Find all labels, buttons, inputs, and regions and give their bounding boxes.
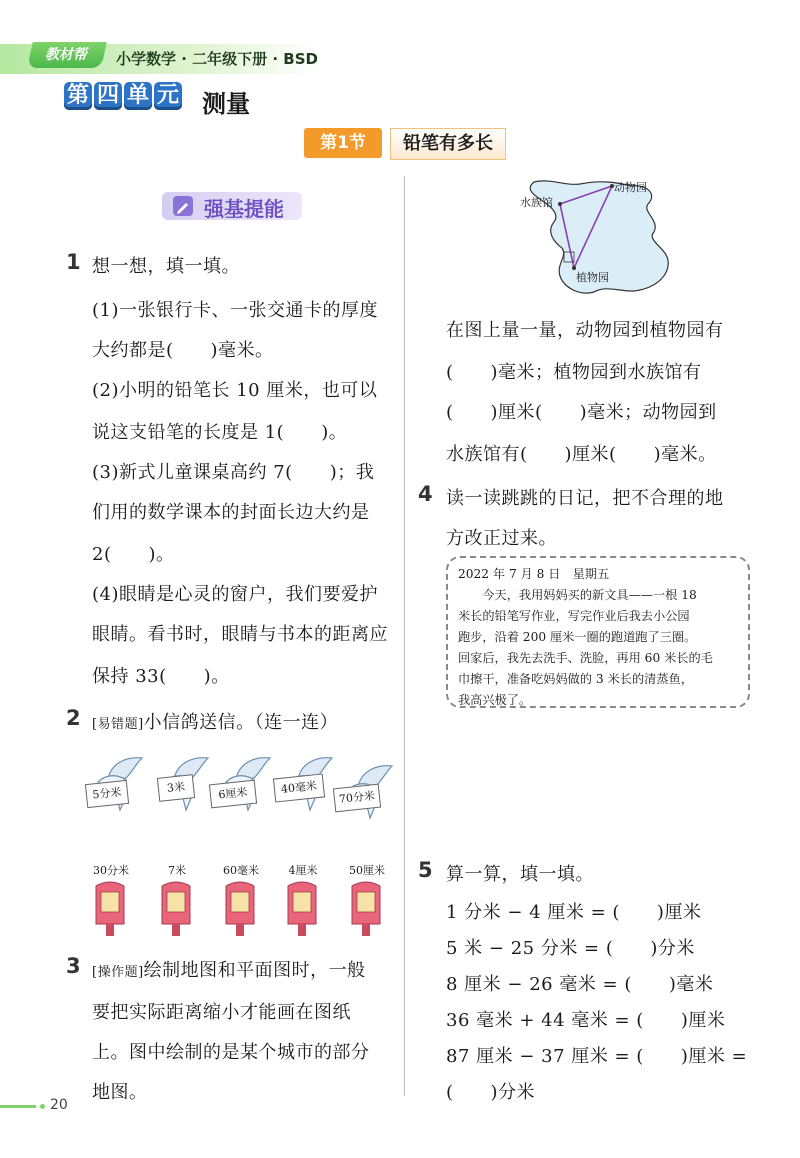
dove-label: 5分米 (85, 780, 129, 808)
diary-line: 巾擦干，准备吃妈妈做的 3 米长的清蒸鱼， (458, 672, 693, 686)
mailbox-icon[interactable] (162, 882, 190, 936)
q3-line: 地图。 (92, 1082, 148, 1103)
mailbox-label: 4厘米 (288, 864, 318, 877)
dove-label: 40毫米 (273, 773, 325, 802)
question-number: 4 (418, 482, 433, 506)
diary-line: 今天，我用妈妈买的新文具——一根 18 (458, 588, 697, 602)
q4-line: 读一读跳跳的日记，把不合理的地 (446, 488, 724, 509)
practice-badge-label: 强基提能 (204, 197, 284, 221)
q3-line: 要把实际距离缩小才能画在图纸 (92, 1002, 351, 1023)
q1-line: 说这支铅笔的长度是 1( )。 (92, 422, 348, 443)
q5-line: 36 毫米 + 44 毫米 = ( )厘米 (446, 1010, 726, 1031)
diary-text (458, 564, 742, 711)
q5-line: 87 厘米 − 37 厘米 = ( )厘米 = (446, 1046, 748, 1067)
question-number: 5 (418, 858, 433, 882)
brand-tag: 教材帮 (27, 42, 107, 68)
unit-label (64, 82, 182, 110)
page-number: 20 (50, 1097, 68, 1113)
mailbox-icon[interactable] (352, 882, 380, 936)
page-dot (40, 1104, 45, 1109)
pencil-icon (170, 193, 196, 219)
dove-card[interactable] (152, 752, 212, 820)
diary-line: 米长的铅笔写作业，写完作业后我去小公园 (458, 609, 690, 623)
unit-char: 单 (124, 82, 152, 110)
question-tag: [操作题] (92, 965, 144, 980)
q1-line: (3)新式儿童课桌高约 7( )；我 (92, 462, 375, 483)
q3-line: 上。图中绘制的是某个城市的部分 (92, 1042, 370, 1063)
q1-line: 眼睛。看书时，眼睛与书本的距离应 (92, 624, 388, 645)
book-title: 小学数学 · 二年级下册 · BSD (116, 50, 318, 68)
q1-line: 想一想，填一填。 (92, 256, 240, 277)
q5-line: 1 分米 − 4 厘米 = ( )厘米 (446, 902, 702, 923)
q2-text (92, 708, 338, 734)
dove-label: 3米 (157, 774, 195, 802)
q3-text: 绘制地图和平面图时，一般 (143, 960, 366, 981)
q5-title: 算一算，填一填。 (446, 864, 594, 885)
map-label-zoo: 动物园 (614, 181, 647, 194)
question-tag: [易错题] (92, 717, 144, 732)
q5-line: 8 厘米 − 26 毫米 = ( )毫米 (446, 974, 714, 995)
map-label-botanical: 植物园 (576, 271, 609, 284)
question-number: 1 (66, 250, 81, 274)
question-number: 3 (66, 954, 81, 978)
mailbox-label: 60毫米 (223, 864, 259, 877)
q3-cont-line: ( )厘米( )毫米；动物园到 (446, 402, 717, 423)
dove-card[interactable] (86, 752, 146, 820)
mailbox-icon[interactable] (226, 882, 254, 936)
column-divider (404, 176, 405, 1096)
diary-line: 2022 年 7 月 8 日 星期五 (458, 567, 610, 581)
q3-line (92, 956, 366, 982)
dove-label: 6厘米 (209, 780, 257, 809)
q3-cont-line: 在图上量一量，动物园到植物园有 (446, 320, 724, 341)
diary-line: 跑步，沿着 200 厘米一圈的跑道跑了三圈。 (458, 630, 697, 644)
q3-cont-line: ( )毫米；植物园到水族馆有 (446, 362, 702, 383)
mailbox-label: 50厘米 (349, 864, 385, 877)
mailbox-icon[interactable] (288, 882, 316, 936)
q3-cont-line: 水族馆有( )厘米( )毫米。 (446, 444, 717, 465)
q2-instruction: 小信鸽送信。（连一连） (143, 712, 339, 733)
unit-char: 第 (64, 82, 92, 110)
section-title: 铅笔有多长 (390, 128, 506, 160)
q5-line: ( )分米 (446, 1082, 536, 1103)
mailbox-label: 7米 (168, 864, 186, 877)
q1-line: (4)眼睛是心灵的窗户，我们要爱护 (92, 584, 378, 605)
unit-char: 元 (154, 82, 182, 110)
question-number: 2 (66, 706, 81, 730)
dove-card[interactable] (330, 760, 402, 828)
diary-line: 我高兴极了。 (458, 693, 532, 707)
q1-line: 们用的数学课本的封面长边大约是 (92, 502, 370, 523)
dove-label: 70分米 (333, 784, 381, 813)
q5-line: 5 米 − 25 分米 = ( )分米 (446, 938, 695, 959)
section-badge: 第1节 (304, 128, 382, 158)
unit-char: 四 (94, 82, 122, 110)
mailbox-icon[interactable] (96, 882, 124, 936)
q1-line: 大约都是( )毫米。 (92, 340, 274, 361)
q1-line: (2)小明的铅笔长 10 厘米，也可以 (92, 380, 378, 401)
mailbox-label: 30分米 (93, 864, 129, 877)
unit-title: 测量 (202, 90, 250, 118)
dove-card[interactable] (210, 752, 278, 820)
q1-line: (1)一张银行卡、一张交通卡的厚度 (92, 300, 378, 321)
diary-line: 回家后，我先去洗手、洗脸，再用 60 米长的毛 (458, 651, 713, 665)
q4-line: 方改正过来。 (446, 528, 557, 549)
mailbox-row (88, 878, 408, 942)
q1-line: 2( )。 (92, 544, 175, 565)
map-label-aquarium: 水族馆 (520, 196, 553, 209)
page-accent (0, 1105, 36, 1108)
q1-line: 保持 33( )。 (92, 666, 230, 687)
